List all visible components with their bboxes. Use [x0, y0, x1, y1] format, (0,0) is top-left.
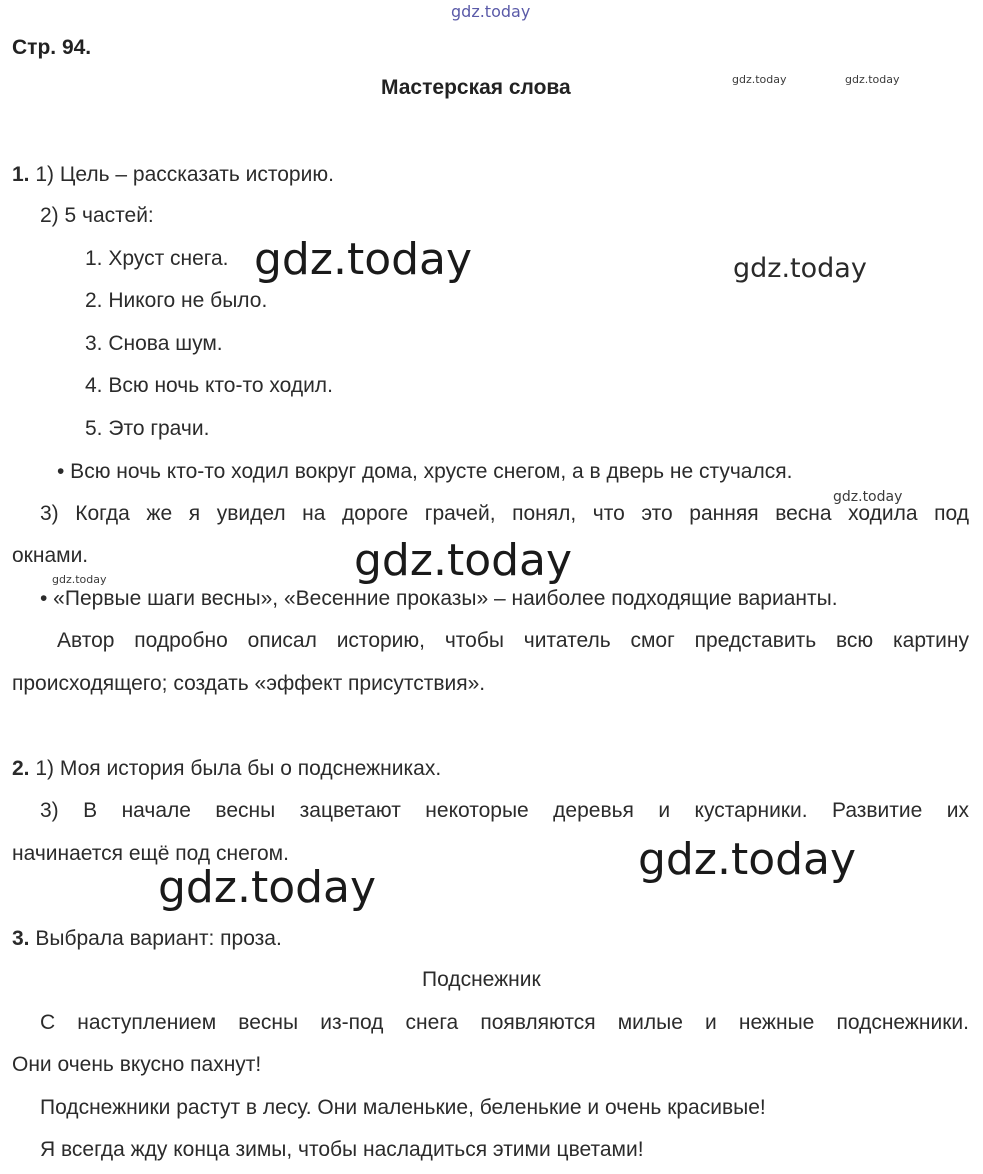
watermark: gdz.today: [354, 535, 573, 586]
bullet-1: • Всю ночь кто-то ходил вокруг дома, хрусте снегом, а в дверь не стучался.: [57, 460, 793, 483]
task-number: 1.: [12, 163, 30, 186]
watermark: gdz.today: [451, 2, 531, 21]
watermark: gdz.today: [733, 253, 867, 284]
watermark: gdz.today: [52, 573, 107, 586]
story-paragraph-3: Я всегда жду конца зимы, чтобы насладиться этими цветами!: [40, 1138, 644, 1161]
task-2-line-3-cont: начинается ещё под снегом.: [12, 842, 289, 865]
task-2-line-3: 3) В начале весны зацветают некоторые деревья и кустарники. Развитие их: [40, 799, 969, 822]
page-title: Мастерская слова: [381, 76, 571, 99]
story-paragraph-1-cont: Они очень вкусно пахнут!: [12, 1053, 262, 1076]
task-1-line-3: 3) Когда же я увидел на дороге грачей, понял, что это ранняя весна ходила под: [40, 502, 969, 525]
story-paragraph-1: С наступлением весны из-под снега появляются милые и нежные подснежники.: [40, 1011, 969, 1034]
author-paragraph: Автор подробно описал историю, чтобы читатель смог представить всю картину: [57, 629, 969, 652]
watermark: gdz.today: [833, 489, 903, 505]
watermark: gdz.today: [845, 73, 900, 86]
task-number: 3.: [12, 927, 30, 950]
task-2-line-1: 2. 1) Моя история была бы о подснежниках.: [12, 757, 442, 780]
author-paragraph-cont: происходящего; создать «эффект присутствия».: [12, 672, 486, 695]
task-1-line-2: 2) 5 частей:: [40, 204, 154, 227]
task-3-line-1: 3. Выбрала вариант: проза.: [12, 927, 282, 950]
task-number: 2.: [12, 757, 30, 780]
bullet-2: • «Первые шаги весны», «Весенние проказы» – наиболее подходящие варианты.: [40, 587, 838, 610]
part-item: 5. Это грачи.: [85, 417, 210, 440]
story-title: Подснежник: [422, 968, 541, 991]
watermark: gdz.today: [732, 73, 787, 86]
page-reference: Стр. 94.: [12, 36, 92, 59]
story-paragraph-2: Подснежники растут в лесу. Они маленькие, беленькие и очень красивые!: [40, 1096, 766, 1119]
part-item: 3. Снова шум.: [85, 332, 223, 355]
part-item: 4. Всю ночь кто-то ходил.: [85, 374, 333, 397]
part-item: 1. Хруст снега.: [85, 247, 229, 270]
watermark: gdz.today: [158, 862, 377, 913]
part-item: 2. Никого не было.: [85, 289, 268, 312]
watermark: gdz.today: [638, 834, 857, 885]
watermark: gdz.today: [254, 234, 473, 285]
task-1-line-1: 1. 1) Цель – рассказать историю.: [12, 163, 334, 186]
task-1-line-3-cont: окнами.: [12, 544, 89, 567]
